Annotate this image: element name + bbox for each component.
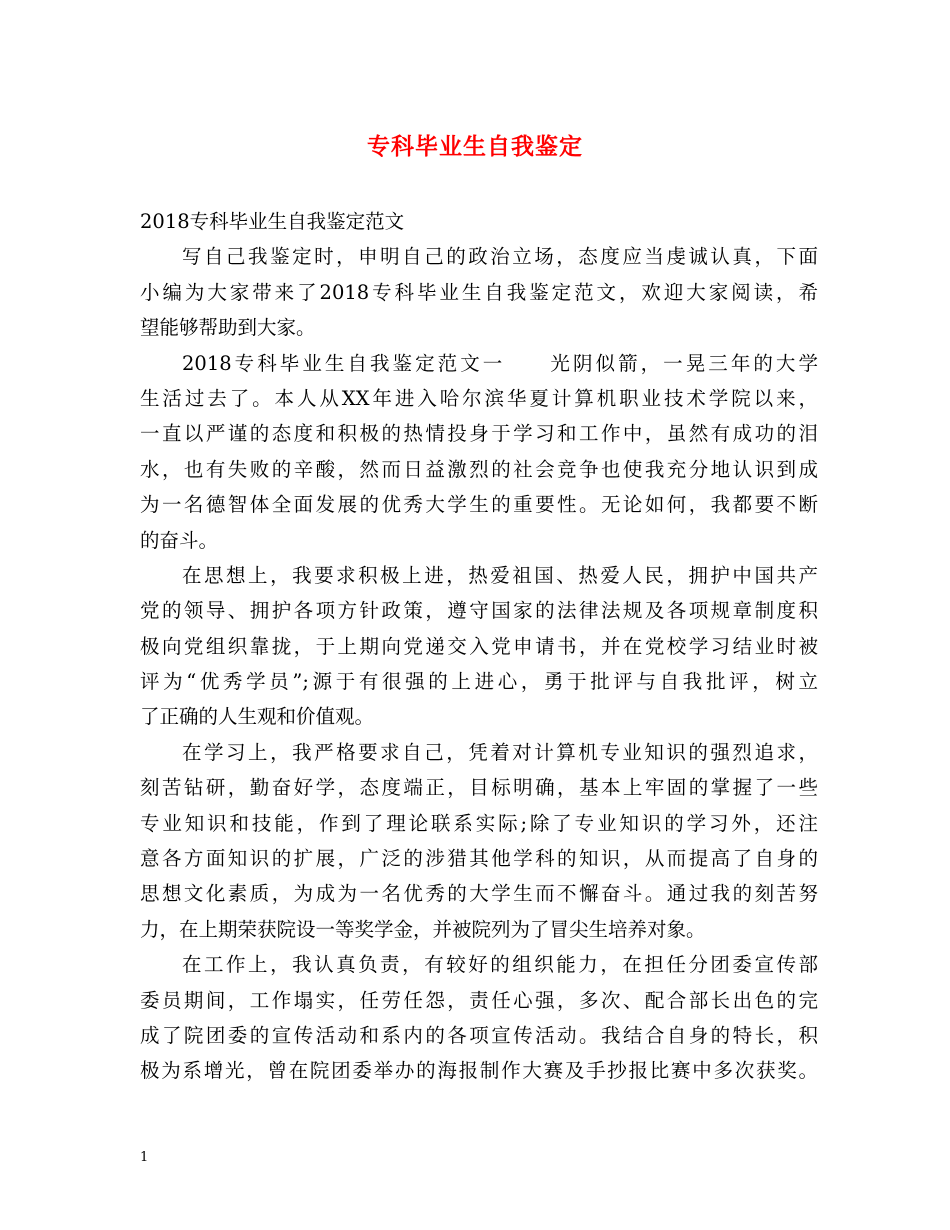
text-line: 党的领导、拥护各项方针政策，遵守国家的法律法规及各项规章制度积 (140, 599, 818, 623)
text-line: 小编为大家带来了2018专科毕业生自我鉴定范文，欢迎大家阅读，希 (140, 280, 818, 304)
text-line: 望能够帮助到大家。 (140, 316, 316, 340)
text-line: 在学习上，我严格要求自己，凭着对计算机专业知识的强烈追求， (182, 740, 818, 764)
text-line: 极为系增光，曾在院团委举办的海报制作大赛及手抄报比赛中多次获奖。 (140, 1059, 818, 1083)
text-line: 专业知识和技能，作到了理论联系实际;除了专业知识的学习外，还注 (140, 811, 818, 835)
text-line: 极向党组织靠拢，于上期向党递交入党申请书，并在党校学习结业时被 (140, 634, 818, 658)
text-line: 在工作上，我认真负责，有较好的组织能力，在担任分团委宣传部 (182, 953, 818, 977)
text-line: 评为“优秀学员”;源于有很强的上进心，勇于批评与自我批评，树立 (140, 670, 818, 694)
text-line: 意各方面知识的扩展，广泛的涉猎其他学科的知识，从而提高了自身的 (140, 847, 818, 871)
text-line: 成了院团委的宣传活动和系内的各项宣传活动。我结合自身的特长，积 (140, 1023, 818, 1047)
text-line: 的奋斗。 (140, 528, 219, 552)
subtitle-line: 2018专科毕业生自我鉴定范文 (140, 210, 405, 233)
text-line: 水，也有失败的辛酸，然而日益激烈的社会竞争也使我充分地认识到成 (140, 457, 818, 481)
text-line: 写自己我鉴定时，申明自己的政治立场，态度应当虔诚认真，下面 (182, 245, 818, 269)
text-line: 了正确的人生观和价值观。 (140, 705, 375, 729)
text-line: 刻苦钻研，勤奋好学，态度端正，目标明确，基本上牢固的掌握了一些 (140, 776, 818, 800)
text-line: 力，在上期荣获院设一等奖学金，并被院列为了冒尖生培养对象。 (140, 917, 706, 941)
text-line: 一直以严谨的态度和积极的热情投身于学习和工作中，虽然有成功的泪 (140, 422, 818, 446)
document-body (140, 204, 818, 1089)
text-line: 为一名德智体全面发展的优秀大学生的重要性。无论如何，我都要不断 (140, 493, 818, 517)
text-line: 2018专科毕业生自我鉴定范文一 光阴似箭，一晃三年的大学 (182, 351, 818, 375)
document-title: 专科毕业生自我鉴定 (367, 134, 583, 160)
text-line: 在思想上，我要求积极上进，热爱祖国、热爱人民，拥护中国共产 (182, 563, 818, 587)
text-line: 生活过去了。本人从XX年进入哈尔滨华夏计算机职业技术学院以来， (140, 386, 818, 410)
page-number: 1 (140, 1150, 149, 1165)
text-line: 委员期间，工作塌实，任劳任怨，责任心强，多次、配合部长出色的完 (140, 988, 818, 1012)
text-line: 思想文化素质，为成为一名优秀的大学生而不懈奋斗。通过我的刻苦努 (140, 882, 818, 906)
